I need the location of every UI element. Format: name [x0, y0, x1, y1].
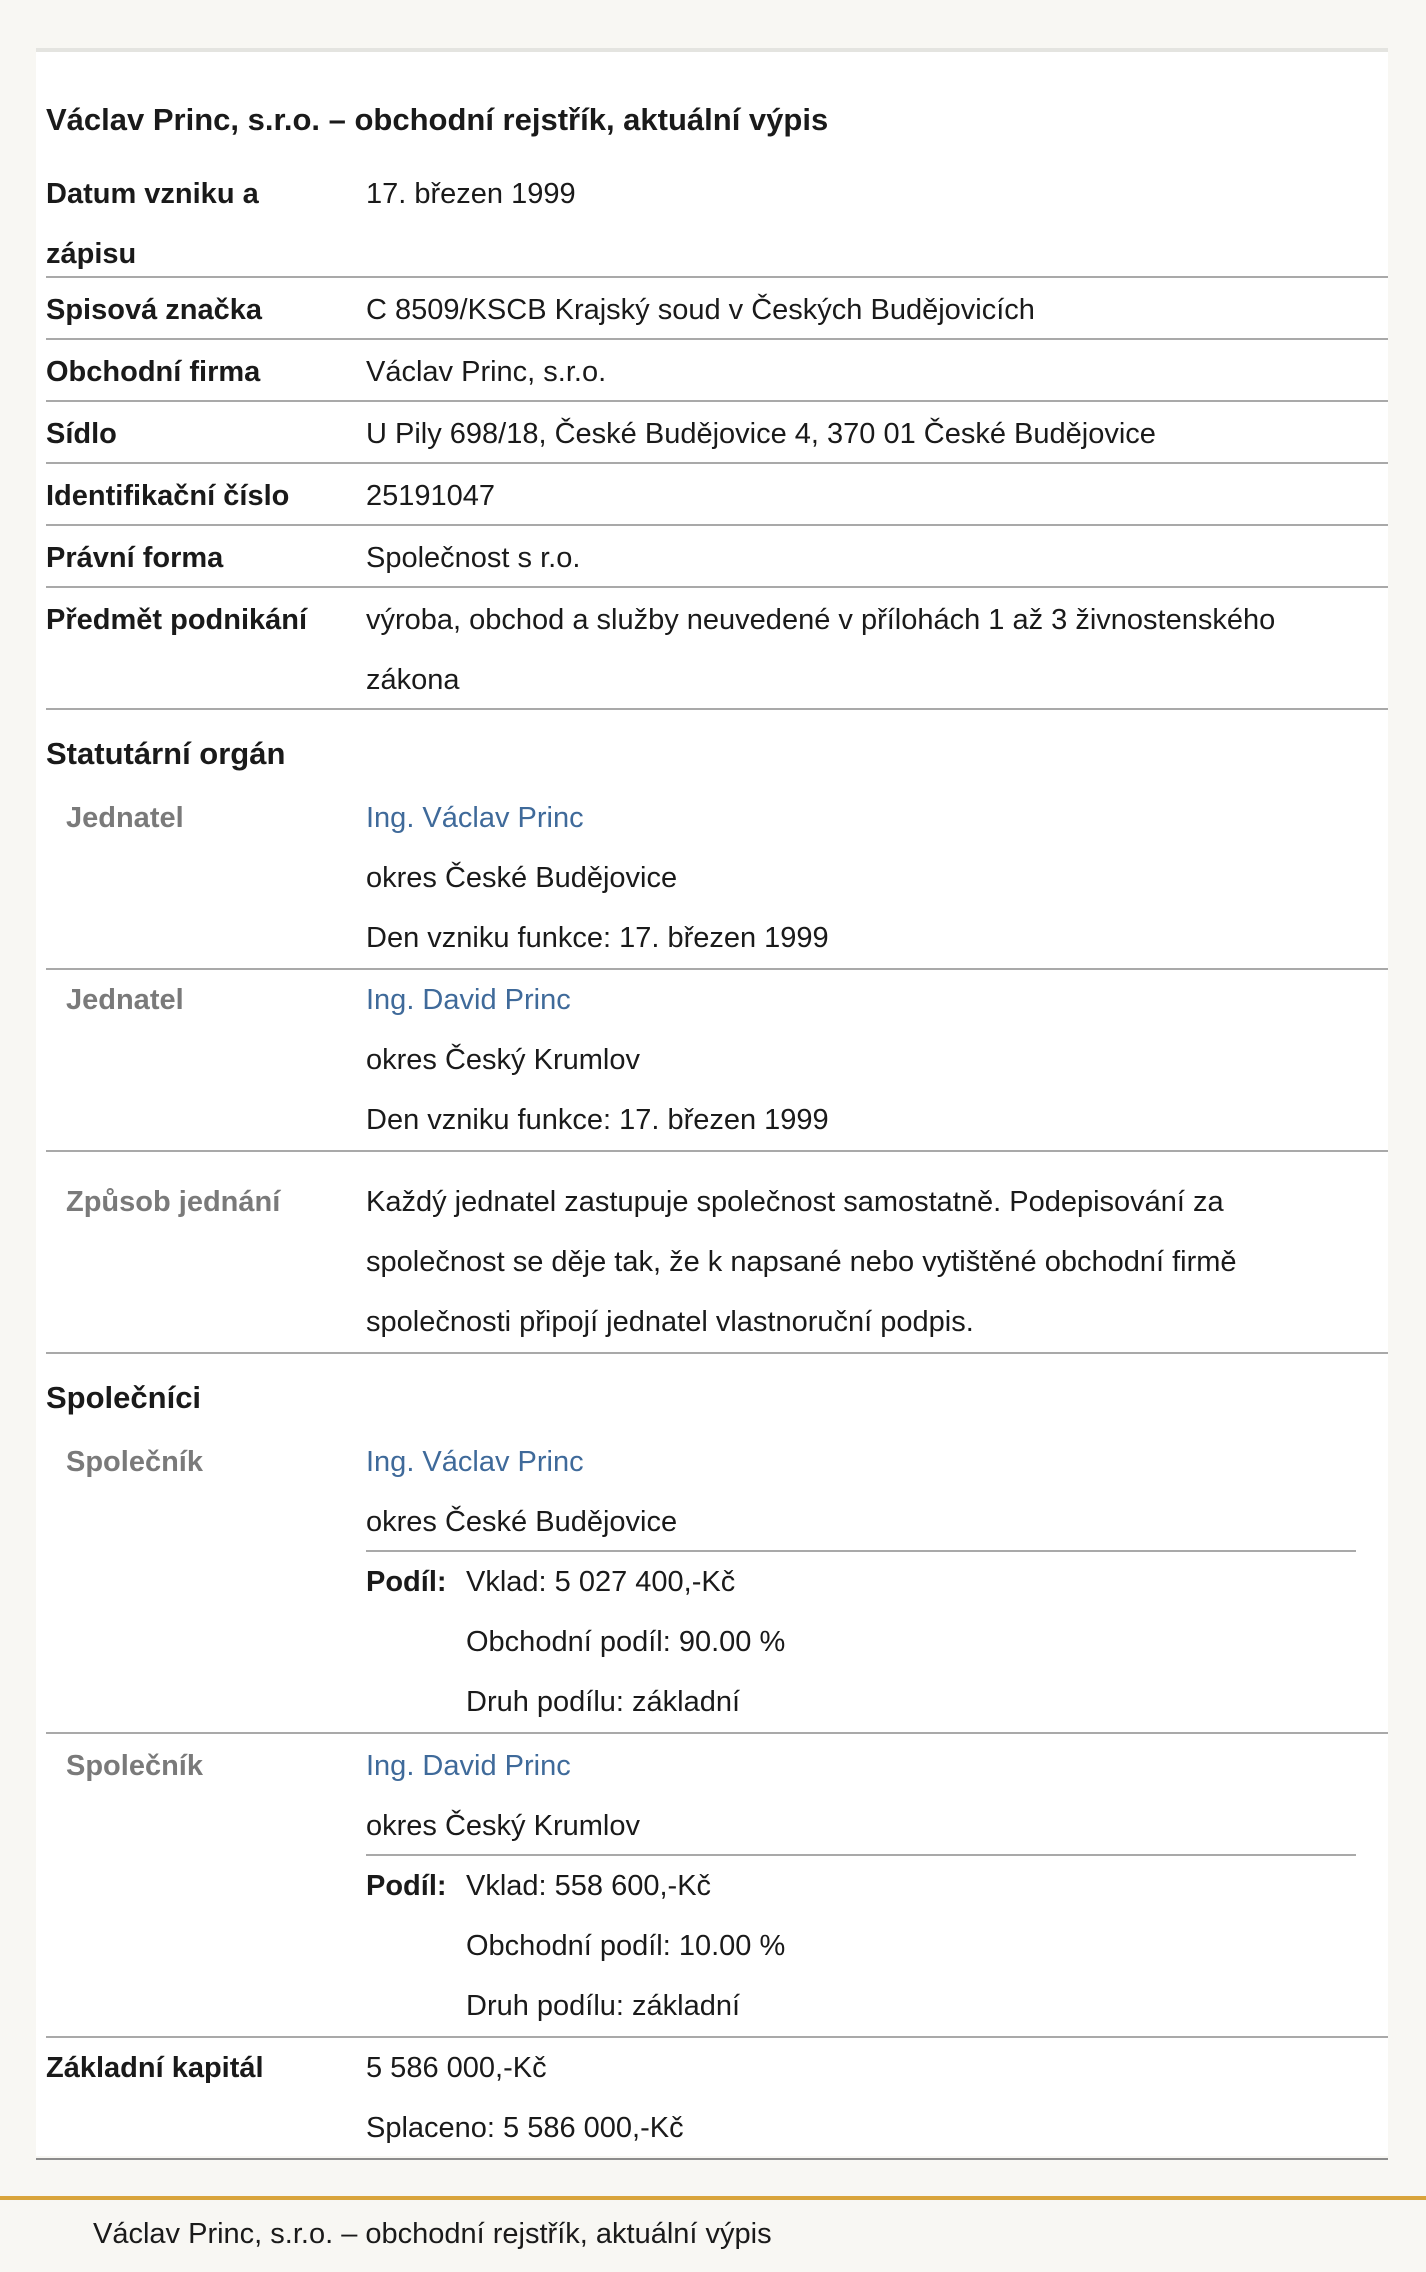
row-label-business-scope: Předmět podnikání [46, 604, 308, 636]
conduct-text-line: Každý jednatel zastupuje společnost samostatně. Podepisování za [366, 1186, 1224, 1218]
section-heading-statutory: Statutární orgán [46, 736, 286, 771]
page-title: Václav Princ, s.r.o. – obchodní rejstřík, aktuální výpis [46, 102, 829, 137]
partner-district: okres České Budějovice [366, 1506, 678, 1538]
statutory-member-since: Den vzniku funkce: 17. březen 1999 [366, 1104, 829, 1136]
row-value-id-number: 25191047 [366, 480, 496, 512]
row-label-company-name: Obchodní firma [46, 356, 261, 388]
partner-name[interactable]: Ing. Václav Princ [366, 1446, 584, 1478]
conduct-text-line: společnosti připojí jednatel vlastnoruční podpis. [366, 1306, 974, 1338]
share-deposit: Vklad: 558 600,-Kč [466, 1870, 712, 1902]
row-divider [46, 586, 1388, 588]
card-bottom-divider [36, 2158, 1388, 2160]
partner-district: okres Český Krumlov [366, 1810, 640, 1842]
partner-name[interactable]: Ing. David Princ [366, 1750, 571, 1782]
row-divider [46, 400, 1388, 402]
row-label-file-number: Spisová značka [46, 294, 262, 326]
statutory-member-district: okres Český Krumlov [366, 1044, 640, 1076]
share-percentage: Obchodní podíl: 90.00 % [466, 1626, 786, 1658]
register-extract-card [36, 48, 1388, 2156]
section-heading-partners: Společníci [46, 1380, 202, 1415]
partner-role-label: Společník [66, 1750, 203, 1782]
row-divider [46, 1150, 1388, 1152]
row-divider [46, 462, 1388, 464]
statutory-member-name[interactable]: Ing. David Princ [366, 984, 571, 1016]
conduct-text-line: společnost se děje tak, že k napsané nebo vytištěné obchodní firmě [366, 1246, 1237, 1278]
row-divider [46, 1732, 1388, 1734]
row-value-founded: 17. březen 1999 [366, 178, 576, 210]
row-label-founded: Datum vzniku a zápisu [46, 178, 259, 270]
share-deposit: Vklad: 5 027 400,-Kč [466, 1566, 736, 1598]
row-divider [46, 1352, 1388, 1354]
row-value-business-scope: výroba, obchod a služby neuvedené v přílohách 1 až 3 živnostenského zákona [366, 604, 1276, 696]
statutory-role-label: Jednatel [66, 984, 184, 1016]
row-divider [46, 968, 1388, 970]
share-label: Podíl: [366, 1870, 447, 1902]
statutory-role-label: Jednatel [66, 802, 184, 834]
capital-paid: Splaceno: 5 586 000,-Kč [366, 2112, 684, 2144]
footer-caption: Václav Princ, s.r.o. – obchodní rejstřík, aktuální výpis [93, 2218, 772, 2250]
row-value-seat: U Pily 698/18, České Budějovice 4, 370 01 České Budějovice [366, 418, 1156, 450]
row-label-capital: Základní kapitál [46, 2052, 264, 2084]
row-divider [46, 524, 1388, 526]
capital-amount: 5 586 000,-Kč [366, 2052, 547, 2084]
row-value-legal-form: Společnost s r.o. [366, 542, 581, 574]
footer-divider [0, 2196, 1426, 2200]
row-label-legal-form: Právní forma [46, 542, 224, 574]
row-value-file-number: C 8509/KSCB Krajský soud v Českých Budějovicích [366, 294, 1035, 326]
row-label-id-number: Identifikační číslo [46, 480, 290, 512]
statutory-member-name[interactable]: Ing. Václav Princ [366, 802, 584, 834]
row-divider [46, 276, 1388, 278]
statutory-member-district: okres České Budějovice [366, 862, 678, 894]
row-divider [46, 338, 1388, 340]
share-label: Podíl: [366, 1566, 447, 1598]
row-value-company-name: Václav Princ, s.r.o. [366, 356, 607, 388]
row-divider [46, 708, 1388, 710]
share-percentage: Obchodní podíl: 10.00 % [466, 1930, 786, 1962]
statutory-member-since: Den vzniku funkce: 17. březen 1999 [366, 922, 829, 954]
row-label-seat: Sídlo [46, 418, 117, 450]
share-type: Druh podílu: základní [466, 1686, 741, 1718]
conduct-label: Způsob jednání [66, 1186, 281, 1218]
share-type: Druh podílu: základní [466, 1990, 741, 2022]
partner-role-label: Společník [66, 1446, 203, 1478]
